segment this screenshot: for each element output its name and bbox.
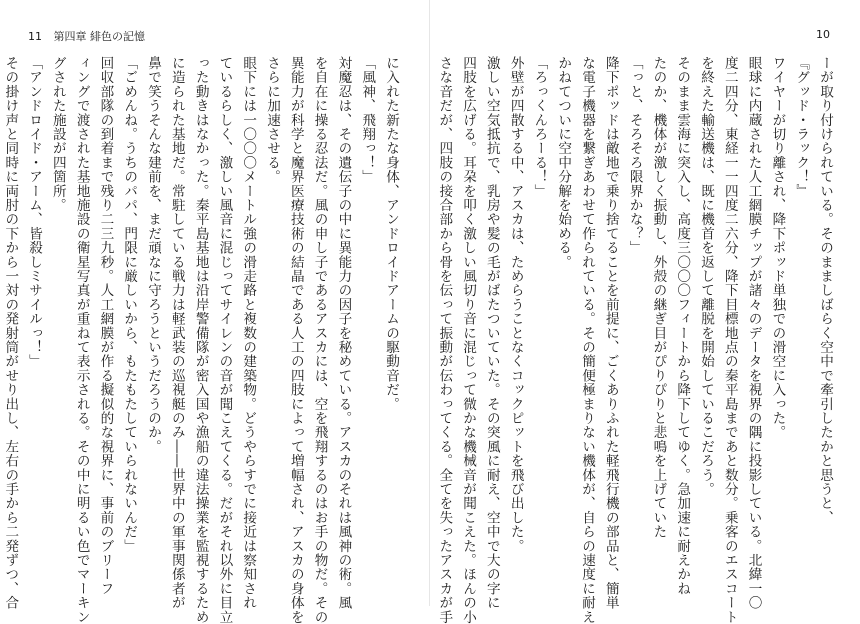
text-line: 対魔忍は、その遺伝子の中に異能力の因子を秘めている。アスカのそれは風神の術。風 (335, 56, 352, 610)
text-line: に入れた新たな身体、アンドロイドアームの駆動音だ。 (383, 56, 399, 411)
text-line: さらに加速させる。 (264, 56, 281, 184)
text-line: 度二四分、東経一一四度二六分、降下目標地点の秦平島まであと数分。乗客のエスコート (721, 56, 738, 624)
text-line: たのか、機体が激しく振動し、外殻の継ぎ目がぴりぴりと悲鳴を上げていた (650, 56, 667, 539)
left-page-body (2, 56, 402, 624)
text-line: 眼球に内蔵された人工網膜チップが諸々のデータを視界の隅に投影している。北緯一〇 (745, 56, 762, 610)
left-page-header (28, 28, 145, 44)
text-line: 外壁が四散する中、アスカは、ためらうことなくコックピットを飛び出した。 (507, 56, 524, 553)
chapter-title: 第四章 緋色の記憶 (53, 30, 145, 43)
text-line: に造られた基地だ。常駐している戦力は軽武装の巡視艇のみ――世界中の軍事関係者が (168, 56, 185, 610)
text-line: 鼻で笑うそんな建前を、まだ頑なに守ろうというだろうのか。 (145, 56, 162, 454)
right-page (430, 0, 860, 624)
right-page-body (436, 56, 836, 624)
text-line: 「アンドロイド・アーム、皆殺しミサイルっ！」 (26, 56, 43, 369)
text-line: 「っと、そろそろ限界かな？」 (626, 56, 643, 255)
text-line: ーが取り付けられている。そのまましばらく空中で牽引したかと思うと、 (817, 56, 833, 525)
text-line: ワイヤーが切り離され、降下ポッド単独での滑空に入った。 (769, 56, 786, 440)
text-line: 四肢を広げる。耳朶を叩く激しい風切り音に混じって微かな機械音が聞こえた。ほんの小 (460, 56, 477, 624)
text-line: 「風神、飛翔っ！」 (359, 56, 376, 184)
text-line: その掛け声と同時に両肘の下から一対の発射筒がせり出し、左右の手から二発ずつ、合 (2, 56, 19, 610)
right-page-number: 10 (816, 28, 830, 41)
text-line: かねてついに空中分解を始める。 (555, 56, 572, 269)
text-line: ているらしく、激しい風音に混じってサイレンの音が聞こえてくる。だがそれ以外に目立 (216, 56, 233, 624)
text-line: った動きはなかった。秦平島基地は沿岸警備隊が密入国や漁船の違法操業を監視するため (192, 56, 209, 624)
text-line: を自在に操る忍法だ。風の申し子であるアスカには、空を飛翔するのはお手の物だ。その (311, 56, 328, 624)
right-page-header (816, 28, 830, 41)
text-line: さな音だが、四肢の接合部から骨を伝って振動が伝わってくる。全てを失ったアスカが手 (436, 56, 453, 624)
left-page-number: 11 (28, 30, 42, 43)
text-line: 異能力が科学と魔界医療技術の結晶である人工の四肢によって増幅され、アスカの身体を (287, 56, 304, 624)
text-line: 降下ポッドは敵地で乗り捨てることを前提に、ごくありふれた軽飛行機の部品と、簡単 (602, 56, 619, 610)
text-line: 『グッド・ラック！』 (793, 56, 810, 198)
text-line: そのまま雲海に突入し、高度三〇〇〇フィートから降下してゆく。急加速に耐えかね (674, 56, 691, 596)
text-line: ィングで渡された基地施設の衛星写真が重ねて表示される。その中に明るい色でマーキン (73, 56, 90, 624)
text-line: を終えた輸送機は、既に機首を返して離脱を開始しているこだろう。 (698, 56, 715, 497)
text-line: な電子機器を繋ぎあわせて作られている。その簡便極まりない機体が、自らの速度に耐え (579, 56, 596, 624)
text-line: 眼下には一〇〇〇メートル強の滑走路と複数の建築物。どうやらすでに接近は察知され (240, 56, 257, 610)
text-line: 回収部隊の到着まで残り二三九秒。人工網膜が作る擬似的な視界に、事前のブリーフ (97, 56, 114, 596)
text-line: 「ごめんね。うちのパパ、門限に厳しいから、もたもたしていられないんだ」 (121, 56, 138, 553)
text-line: グされた施設が四箇所。 (49, 56, 66, 213)
text-line: 「ろっくんろーる！」 (531, 56, 548, 198)
text-line: 激しい空気抵抗で、乳房や髪の毛がばたついていた。その突風に耐え、空中で大の字に (483, 56, 500, 610)
